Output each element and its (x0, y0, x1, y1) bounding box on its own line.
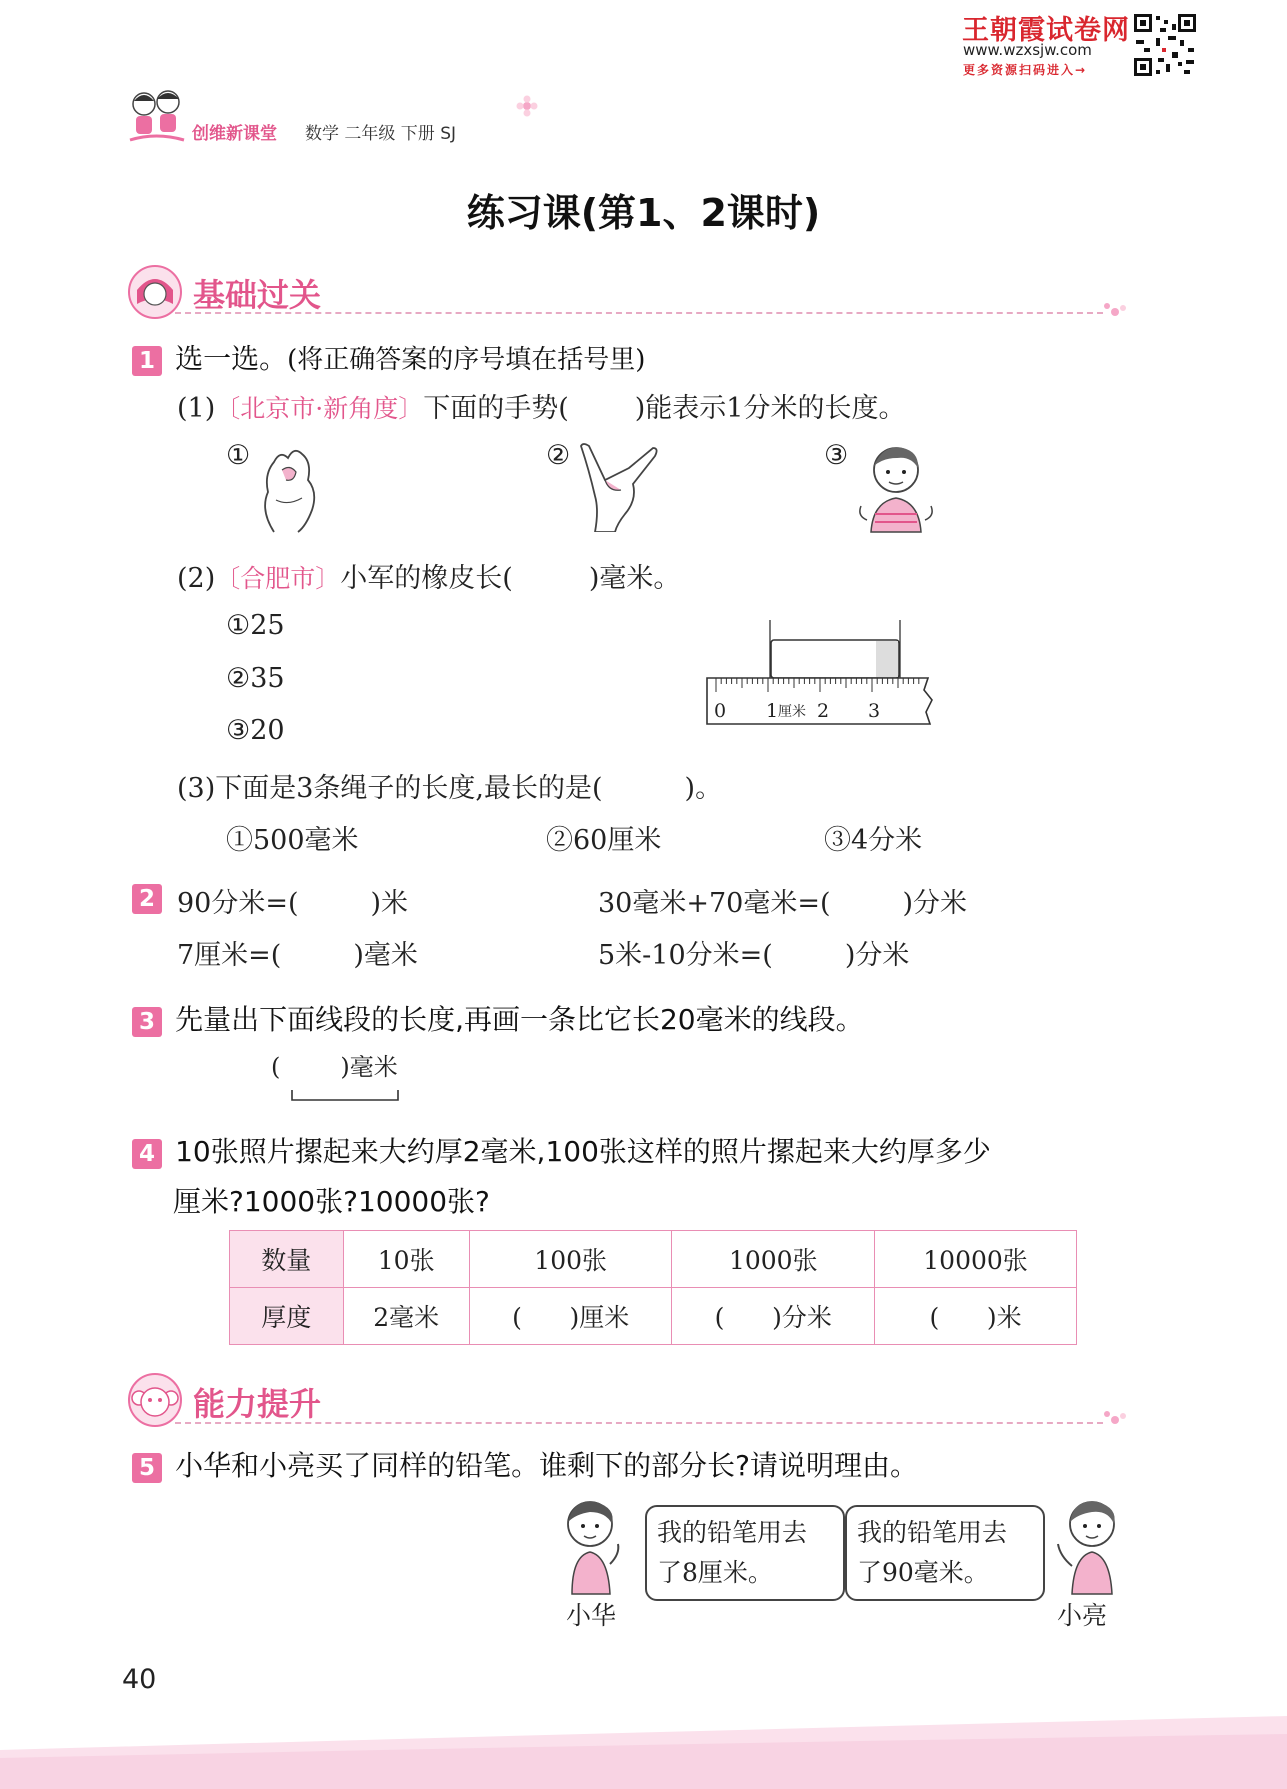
page-number: 40 (122, 1664, 157, 1695)
boy-xiaoliang-icon (1052, 1494, 1126, 1598)
table-row (230, 1288, 1077, 1345)
question-text: )毫米 (353, 940, 418, 971)
question-text: 10张照片摞起来大约厚2毫米,100张这样的照片摞起来大约厚多少 (175, 1135, 991, 1168)
bottom-decoration-band (0, 1710, 1287, 1789)
eraser-end (876, 641, 898, 677)
ruler-eraser-figure (700, 616, 938, 732)
speech-bubble-xiaoliang (845, 1505, 1045, 1601)
table-cell: 10000张 (875, 1231, 1077, 1288)
question-text: )分米 (844, 940, 910, 971)
table-answer-cell[interactable]: ( )米 (875, 1288, 1077, 1345)
question-text: 5米-10分米=( (598, 940, 773, 971)
table-header-cell: 厚度 (230, 1288, 344, 1345)
table-row (230, 1231, 1077, 1288)
subject-info: 数学 二年级 下册 SJ (305, 124, 457, 144)
line-segment (290, 1088, 402, 1102)
dots-decoration-icon (1102, 1408, 1128, 1426)
option-3[interactable]: ③20 (226, 715, 285, 746)
question-text: )分米 (902, 888, 968, 919)
speech-bubble-xiaohua (645, 1505, 845, 1601)
option-1[interactable]: ①500毫米 (226, 825, 359, 856)
question-text: )。 (684, 773, 723, 804)
brand-name: 王朝霞试卷网 (962, 15, 1130, 46)
sub-label: (3) (177, 773, 216, 804)
sub-label: (1) (177, 393, 216, 424)
question-number: 4 (132, 1139, 162, 1169)
qr-code-icon[interactable] (1132, 12, 1198, 78)
table-cell: 10张 (343, 1231, 469, 1288)
table-header-cell: 数量 (230, 1231, 344, 1288)
bubble-line: 我的铅笔用去 (857, 1518, 1008, 1547)
option-2-label: ② (546, 440, 571, 471)
question-number: 1 (132, 346, 162, 376)
page-title: 练习课(第1、2课时) (466, 191, 821, 235)
question-text: 90分米=( (177, 888, 299, 919)
conversion-c (177, 933, 418, 972)
table-answer-cell[interactable]: ( )分米 (672, 1288, 875, 1345)
question-prompt: 选一选。 (175, 342, 288, 375)
section-divider (175, 1422, 1103, 1424)
question-text: 小军的橡皮长( (340, 563, 513, 594)
question-text: )米 (370, 888, 409, 919)
question-text-continued: 厘米?1000张?10000张? (173, 1185, 490, 1218)
question-text: 下面的手势( (423, 393, 569, 424)
question-4-header (132, 1130, 991, 1170)
question-number: 3 (132, 1007, 162, 1037)
monkey-avatar-icon (127, 1372, 183, 1428)
question-1-header (132, 337, 645, 377)
brand-more-text: 更多资源扫码进入→ (963, 63, 1088, 77)
section-divider (175, 312, 1103, 314)
girl-xiaohua-icon (556, 1494, 626, 1598)
conversion-a (177, 881, 408, 920)
question-text: 先量出下面线段的长度,再画一条比它长20毫米的线段。 (175, 1003, 864, 1036)
question-source: 〔北京市·新角度〕 (215, 394, 424, 423)
question-1-3 (177, 766, 722, 805)
hand-spread-gesture-icon[interactable] (575, 440, 659, 532)
table-cell: 1000张 (672, 1231, 875, 1288)
measure-blank (271, 1047, 398, 1082)
dots-decoration-icon (1102, 300, 1128, 318)
question-note: (将正确答案的序号填在括号里) (287, 345, 646, 375)
option-2[interactable]: ②60厘米 (546, 825, 662, 856)
option-3[interactable]: ③4分米 (824, 825, 923, 856)
table-answer-cell[interactable]: ( )厘米 (469, 1288, 672, 1345)
option-1-label: ① (226, 440, 251, 471)
bubble-line: 了90毫米。 (857, 1558, 989, 1587)
conversion-b (598, 881, 967, 920)
series-name: 创维新课堂 (192, 124, 277, 144)
ruler-label-0: 0 (714, 700, 727, 722)
table-cell: 2毫米 (343, 1288, 469, 1345)
name-xiaoliang: 小亮 (1057, 1601, 1108, 1630)
ruler-label-1: 1 (766, 700, 779, 722)
sub-label: (2) (177, 563, 216, 594)
question-text: )毫米 (340, 1053, 398, 1081)
boy-hands-gesture-icon[interactable] (853, 436, 939, 536)
ruler-unit: 厘米 (778, 704, 806, 720)
section-title-basic: 基础过关 (193, 276, 322, 314)
question-source: 〔合肥市〕 (215, 564, 341, 593)
thickness-table (229, 1230, 1077, 1345)
question-number: 2 (132, 884, 162, 914)
question-number: 5 (132, 1453, 162, 1483)
option-2[interactable]: ②35 (226, 663, 285, 694)
bubble-line: 了8厘米。 (657, 1558, 773, 1587)
question-text: ( (271, 1053, 281, 1081)
question-text: )能表示1分米的长度。 (634, 393, 906, 424)
question-3-header (132, 998, 864, 1038)
name-xiaohua: 小华 (566, 1601, 617, 1630)
flower-decoration-icon (515, 94, 539, 118)
conversion-d (598, 933, 909, 972)
question-text: 30毫米+70毫米=( (598, 888, 831, 919)
kids-logo-icon (126, 86, 188, 150)
question-5-header (132, 1444, 918, 1484)
ruler-label-3: 3 (868, 700, 881, 722)
brand-url[interactable]: www.wzxsjw.com (963, 41, 1092, 59)
question-text: 小华和小亮买了同样的铅笔。谁剩下的部分长?请说明理由。 (175, 1449, 918, 1482)
table-cell: 100张 (469, 1231, 672, 1288)
bubble-line: 我的铅笔用去 (657, 1518, 808, 1547)
hand-pinch-gesture-icon[interactable] (254, 440, 326, 534)
question-text: 下面是3条绳子的长度,最长的是( (215, 773, 603, 804)
ruler-label-2: 2 (817, 700, 830, 722)
question-1-2 (177, 556, 680, 595)
question-text: 7厘米=( (177, 940, 282, 971)
option-1[interactable]: ①25 (226, 610, 285, 641)
question-text: )毫米。 (588, 563, 681, 594)
question-1-1 (177, 386, 905, 425)
section-title-advanced: 能力提升 (193, 1385, 322, 1423)
option-3-label: ③ (824, 440, 849, 471)
